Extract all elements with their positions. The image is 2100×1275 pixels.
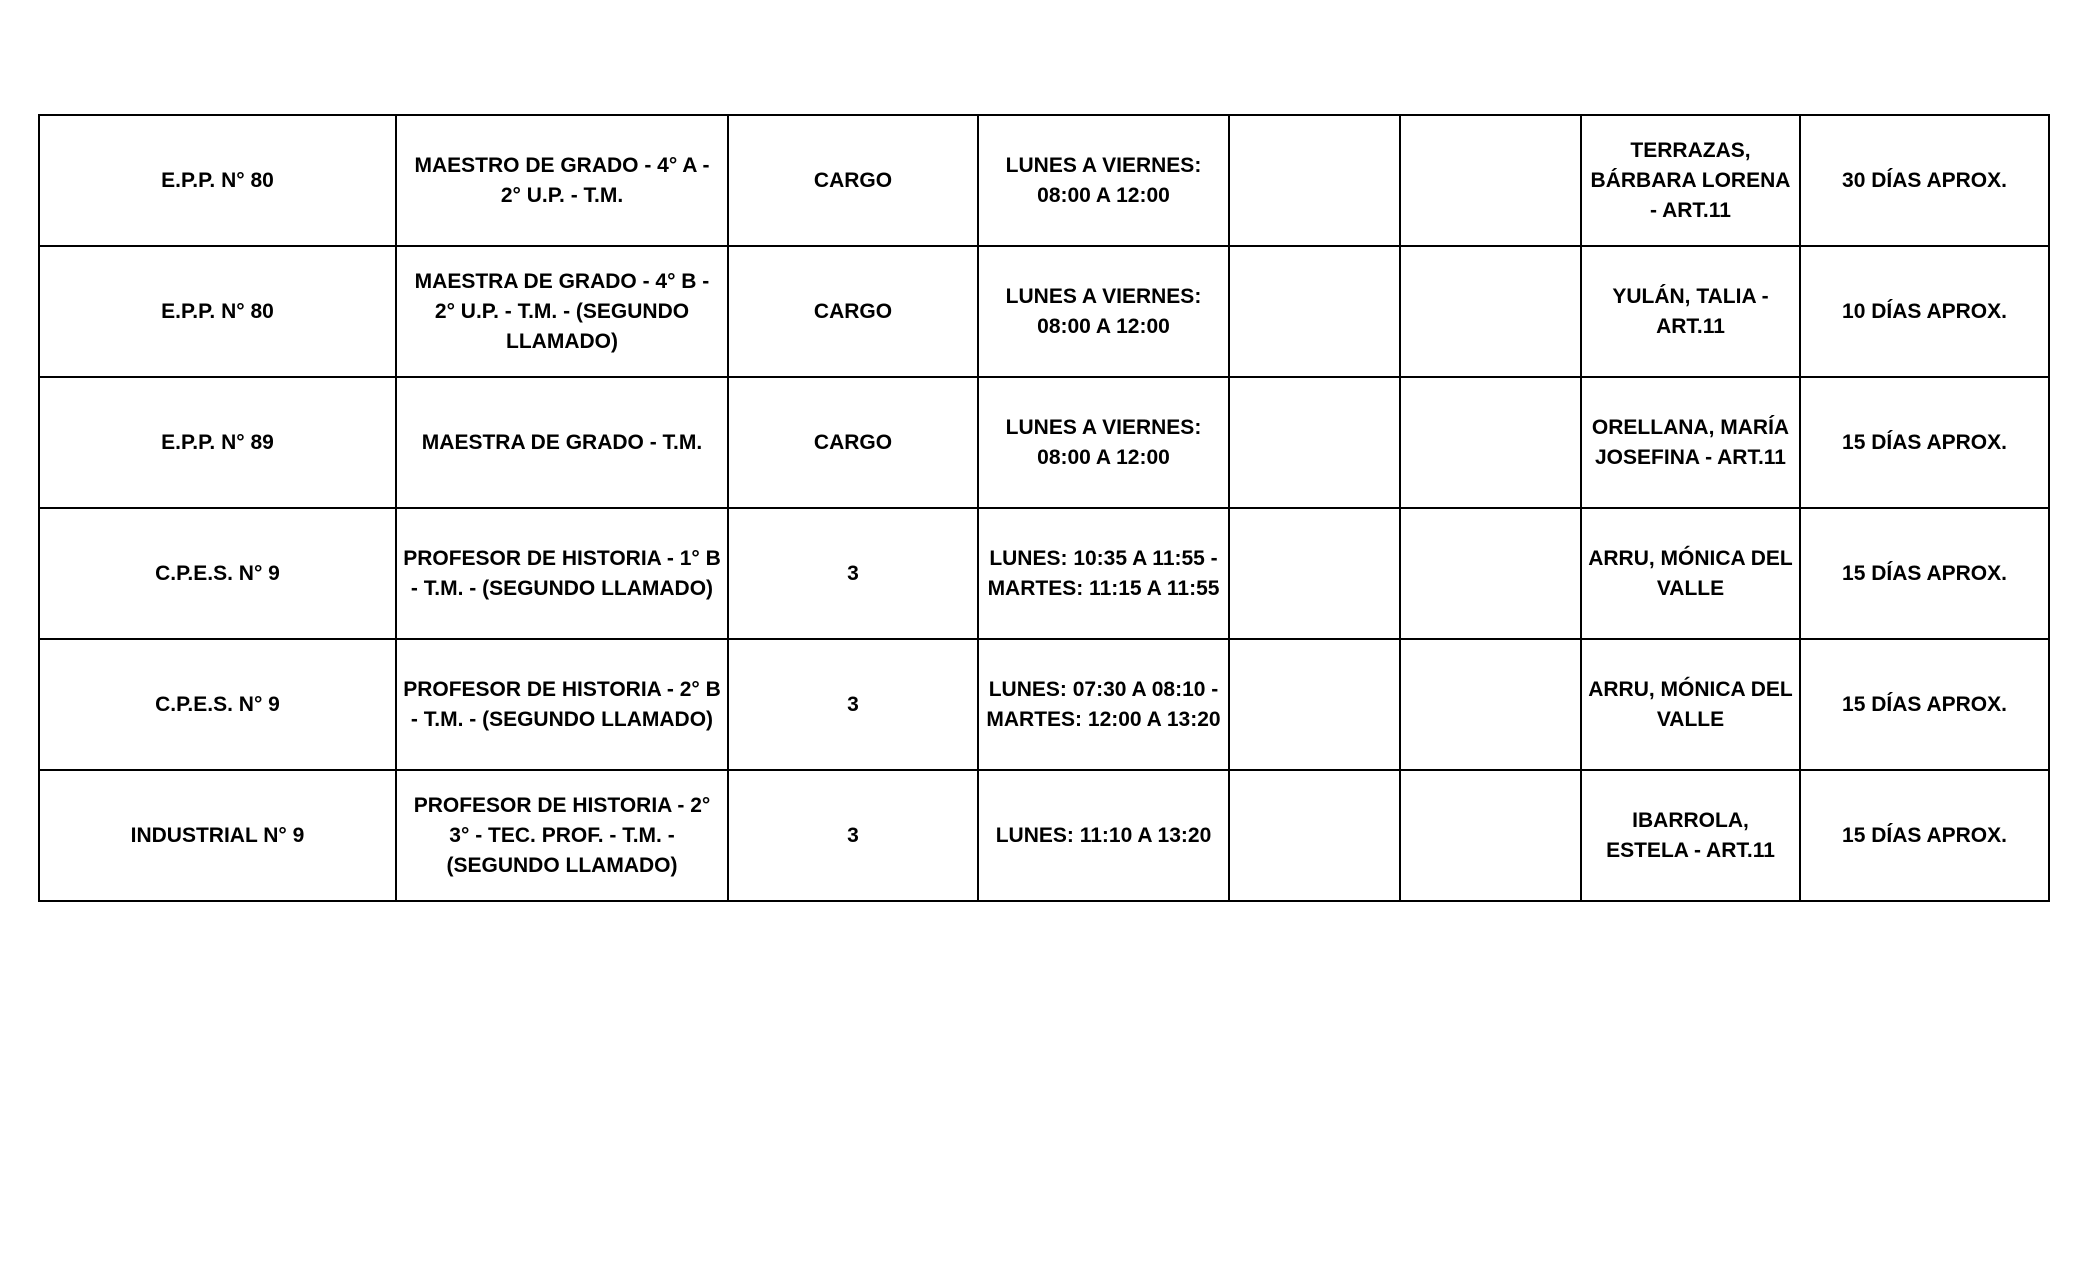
hours-cell: 3	[728, 770, 978, 901]
empty-cell	[1229, 770, 1400, 901]
duration-cell: 10 DÍAS APROX.	[1800, 246, 2049, 377]
empty-cell	[1400, 639, 1581, 770]
duration-cell: 15 DÍAS APROX.	[1800, 508, 2049, 639]
school-cell: INDUSTRIAL N° 9	[39, 770, 396, 901]
holder-cell: ORELLANA, MARÍA JOSEFINA - ART.11	[1581, 377, 1800, 508]
position-cell: MAESTRA DE GRADO - 4° B - 2° U.P. - T.M. - (SEGUNDO LLAMADO)	[396, 246, 728, 377]
holder-cell: YULÁN, TALIA - ART.11	[1581, 246, 1800, 377]
schedule-cell: LUNES: 10:35 A 11:55 - MARTES: 11:15 A 11:55	[978, 508, 1229, 639]
table-row	[39, 639, 2049, 770]
table-row	[39, 377, 2049, 508]
position-cell: MAESTRA DE GRADO - T.M.	[396, 377, 728, 508]
schedule-cell: LUNES A VIERNES: 08:00 A 12:00	[978, 115, 1229, 246]
empty-cell	[1400, 377, 1581, 508]
duration-cell: 30 DÍAS APROX.	[1800, 115, 2049, 246]
hours-cell: CARGO	[728, 246, 978, 377]
holder-cell: ARRU, MÓNICA DEL VALLE	[1581, 639, 1800, 770]
holder-cell: IBARROLA, ESTELA - ART.11	[1581, 770, 1800, 901]
table-row	[39, 246, 2049, 377]
hours-cell: CARGO	[728, 115, 978, 246]
position-cell: MAESTRO DE GRADO - 4° A - 2° U.P. - T.M.	[396, 115, 728, 246]
empty-cell	[1229, 508, 1400, 639]
table-row	[39, 770, 2049, 901]
empty-cell	[1229, 377, 1400, 508]
duration-cell: 15 DÍAS APROX.	[1800, 639, 2049, 770]
school-cell: C.P.E.S. N° 9	[39, 639, 396, 770]
schedule-cell: LUNES A VIERNES: 08:00 A 12:00	[978, 377, 1229, 508]
empty-cell	[1229, 115, 1400, 246]
hours-cell: 3	[728, 508, 978, 639]
table-row	[39, 115, 2049, 246]
school-cell: E.P.P. N° 80	[39, 246, 396, 377]
empty-cell	[1400, 115, 1581, 246]
schedule-cell: LUNES A VIERNES: 08:00 A 12:00	[978, 246, 1229, 377]
duration-cell: 15 DÍAS APROX.	[1800, 377, 2049, 508]
hours-cell: CARGO	[728, 377, 978, 508]
empty-cell	[1400, 508, 1581, 639]
table-row	[39, 508, 2049, 639]
empty-cell	[1400, 770, 1581, 901]
school-cell: E.P.P. N° 80	[39, 115, 396, 246]
position-cell: PROFESOR DE HISTORIA - 2° 3° - TEC. PROF. - T.M. - (SEGUNDO LLAMADO)	[396, 770, 728, 901]
holder-cell: TERRAZAS, BÁRBARA LORENA - ART.11	[1581, 115, 1800, 246]
position-cell: PROFESOR DE HISTORIA - 2° B - T.M. - (SEGUNDO LLAMADO)	[396, 639, 728, 770]
duration-cell: 15 DÍAS APROX.	[1800, 770, 2049, 901]
schedule-cell: LUNES: 11:10 A 13:20	[978, 770, 1229, 901]
position-cell: PROFESOR DE HISTORIA - 1° B - T.M. - (SEGUNDO LLAMADO)	[396, 508, 728, 639]
vacancies-table	[38, 114, 2050, 902]
empty-cell	[1400, 246, 1581, 377]
empty-cell	[1229, 639, 1400, 770]
empty-cell	[1229, 246, 1400, 377]
hours-cell: 3	[728, 639, 978, 770]
school-cell: E.P.P. N° 89	[39, 377, 396, 508]
school-cell: C.P.E.S. N° 9	[39, 508, 396, 639]
schedule-cell: LUNES: 07:30 A 08:10 - MARTES: 12:00 A 13:20	[978, 639, 1229, 770]
holder-cell: ARRU, MÓNICA DEL VALLE	[1581, 508, 1800, 639]
